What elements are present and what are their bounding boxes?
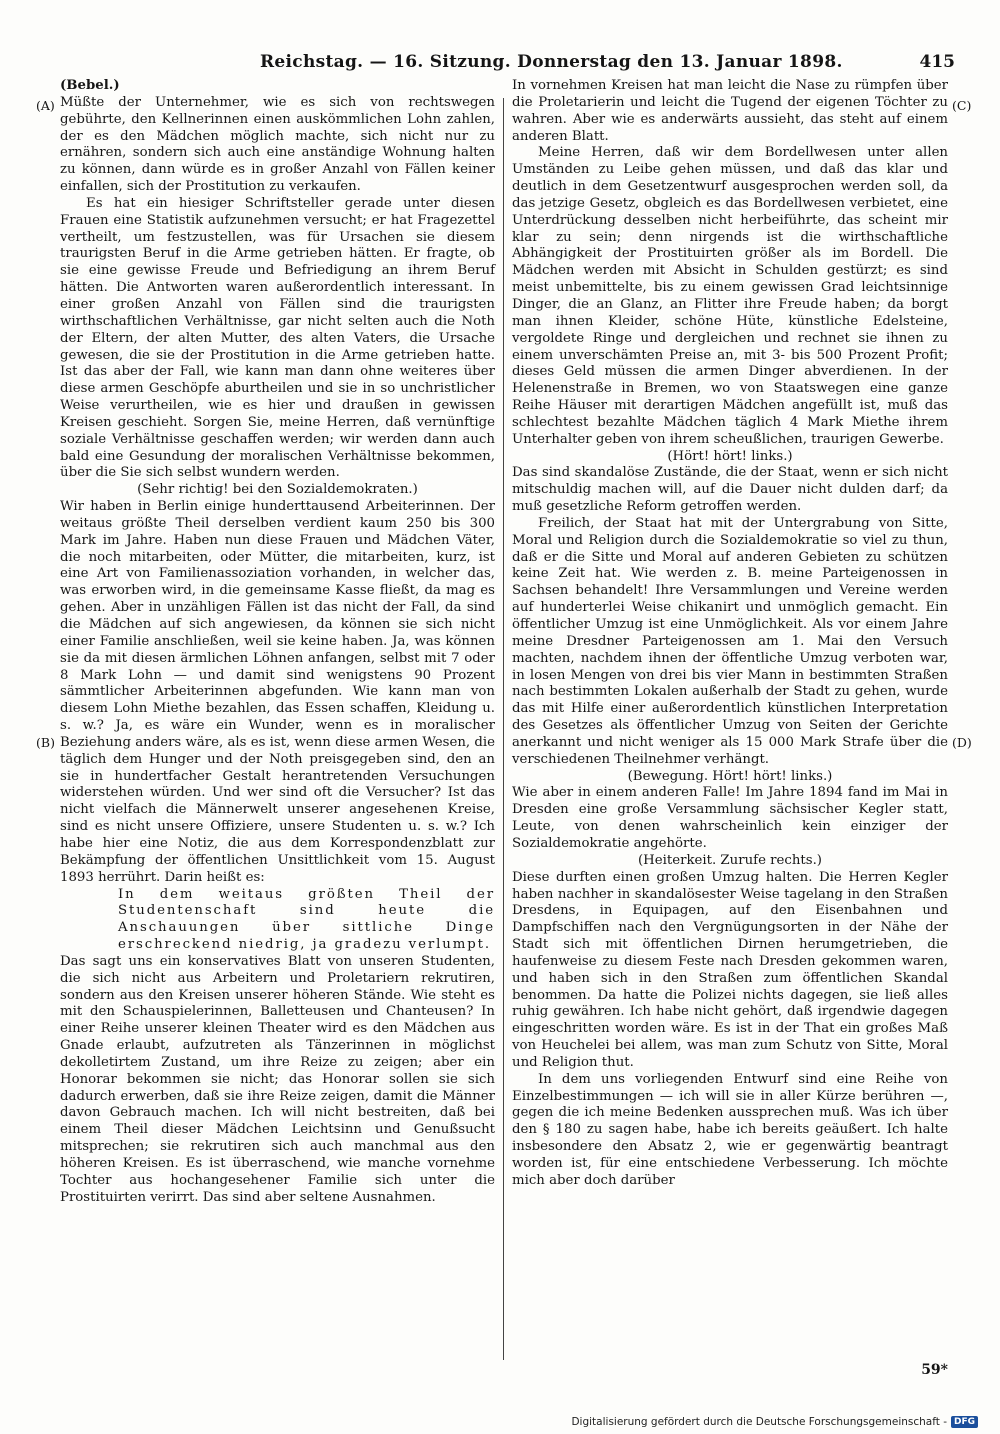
interjection: (Hört! hört! links.)	[667, 448, 793, 464]
paragraph: Müßte der Unternehmer, wie es sich von rechtswegen gebührte, den Kellnerinnen einen auskömmlichen Lohn zahlen, der es den Mädchen möglich machte, sich nicht nur zu ernähren, sondern sich auch eine anständige Wohnung halten zu können, dann würde es in großer Anzahl von Fällen keiner einfallen, sich der Prostitution zu verkaufen.	[60, 94, 495, 195]
right-column	[512, 78, 948, 1190]
page-number: 415	[919, 52, 955, 72]
footer-text: Digitalisierung gefördert durch die Deutsche Forschungsgemeinschaft -	[571, 1416, 947, 1428]
speaker-label: (Bebel.)	[60, 78, 120, 93]
page-header	[60, 52, 955, 78]
dfg-logo: DFG	[951, 1416, 978, 1428]
paragraph: In dem uns vorliegenden Entwurf sind eine Reihe von Einzelbestimmungen — ich will sie in aller Kürze berühren —, gegen die ich meine Bedenken aussprechen muß. Was ich über den § 180 zu sagen habe, habe ich bereits geäußert. Ich halte insbesondere den Absatz 2, wie er gegenwärtig beantragt worden ist, für eine entschiedene Verbesserung. Ich möchte mich aber doch darüber	[512, 1071, 948, 1188]
running-title: Reichstag. — 16. Sitzung. Donnerstag den 13. Januar 1898.	[260, 52, 843, 72]
paragraph: Das sagt uns ein konservatives Blatt von unseren Studenten, die sich nicht aus Arbeitern und Proletariern rekrutiren, sondern aus den Kreisen unserer höheren Stände. Wie steht es mit den Schauspielerinnen, Balletteusen und Chanteusen? In einer Reihe unserer kleinen Theater wird es den Mädchen aus Gnade erlaubt, aufzutreten als Tänzerinnen in möglichst dekolletirtem Zustand, um ihre Reize zu zeigen; aber ein Honorar bekommen sie nicht; das Honorar sollen sie sich dadurch erwerben, daß sie ihre Reize zeigen, damit die Männer davon Gebrauch machen. Ich will nicht bestreiten, daß bei einem Theil dieser Mädchen Leichtsinn und Genußsucht mitsprechen; sie rekrutiren sich auch manchmal aus den höheren Kreisen. Es ist überraschend, wie manche vornehme Tochter aus hochangesehener Familie sich unter die Prostituirten verirrt. Das sind aber seltene Ausnahmen.	[60, 953, 495, 1205]
margin-mark-c: (C)	[952, 98, 972, 113]
paragraph: Diese durften einen großen Umzug halten. Die Herren Kegler haben nachher in skandalösester Weise tagelang in den Straßen Dresdens, in Equipagen, auf den Eisenbahnen und Dampfschiffen nach den Vergnügungsorten in der Nähe der Stadt sich mit öffentlichen Dirnen herumgetrieben, die haufenweise zu diesem Feste nach Dresden gekommen waren, und haben sich in den Straßen zum öffentlichen Skandal benommen. Da hatte die Polizei nichts dagegen, sie ließ alles ruhig gewähren. Ich habe nicht gehört, daß irgendwie dagegen eingeschritten worden wäre. Es ist in der That ein großes Maß von Heuchelei bei allem, was man zum Schutz von Sitte, Moral und Religion thut.	[512, 869, 948, 1070]
signature-mark: 59*	[921, 1362, 948, 1378]
paragraph: Wie aber in einem anderen Falle! Im Jahre 1894 fand im Mai in Dresden eine große Versammlung sächsischer Kegler statt, Leute, von denen wahrscheinlich kein einziger der Sozialdemokratie angehörte.	[512, 785, 948, 851]
paragraph: Es hat ein hiesiger Schriftsteller gerade unter diesen Frauen eine Statistik aufzunehmen versucht; er hat Fragezettel vertheilt, um festzustellen, was für Ursachen sie diesem traurigsten Beruf in die Arme getrieben hätten. Er fragte, ob sie eine gewisse Freude und Befriedigung an ihrem Beruf hätten. Die Antworten waren außerordentlich interessant. In einer großen Anzahl von Fällen sind die traurigsten wirthschaftlichen Verhältnisse, gar nicht selten auch die Noth der Eltern, der alten Mutter, des alten Vaters, die Ursache gewesen, die sie der Prostitution in die Arme getrieben hatte. Ist das aber der Fall, wie kann man dann ohne weiteres über diese armen Geschöpfe aburtheilen und sie in so unchristlicher Weise verurtheilen, wie es hier und draußen in gewissen Kreisen geschieht. Sorgen Sie, meine Herren, daß vernünftige soziale Verhältnisse geschaffen werden; wir werden dann auch bald eine Gesundung der moralischen Verhältnisse bekommen, über die Sie sich selbst wundern werden.	[60, 195, 495, 481]
paragraph: Freilich, der Staat hat mit der Untergrabung von Sitte, Moral und Religion durch die Sozialdemokratie so viel zu thun, daß er die Sitte und Moral auf anderen Gebieten zu schützen keine Zeit hat. Wie werden z. B. meine Parteigenossen in Sachsen behandelt! Ihre Versammlungen und Vereine werden auf hunderterlei Weise chikanirt und unmöglich gemacht. Ein öffentlicher Umzug ist eine Unmöglichkeit. Als vor einem Jahre meine Dresdner Parteigenossen am 1. Mai den Versuch machten, nachdem ihnen der öffentliche Umzug verboten war, in losen Mengen von drei bis vier Mann in bestimmten Straßen nach bestimmten Lokalen außerhalb der Stadt zu gehen, wurde das mit Hilfe einer außerordentlich künstlichen Interpretation des Gesetzes als öffentlicher Umzug von Seiten der Gerichte anerkannt und nicht weniger als 15 000 Mark Strafe über die verschiedenen Theilnehmer verhängt.	[512, 515, 948, 767]
interjection: (Heiterkeit. Zurufe rechts.)	[637, 852, 822, 868]
paragraph: Meine Herren, daß wir dem Bordellwesen unter allen Umständen zu Leibe gehen müssen, und daß das klar und deutlich in dem Gesetzentwurf ausgesprochen werden soll, da das jetzige Gesetz, obgleich es das Bordellwesen verbietet, eine Unterdrückung desselben nicht herbeiführte, das scheint mir klar zu sein; denn nirgends ist die wirthschaftliche Abhängigkeit der Prostituirten größer als im Bordell. Die Mädchen werden mit Absicht in Schulden gestürzt; es sind meist unbemittelte, bis zu einem gewissen Grad leichtsinnige Dinger, die an Glanz, an Flitter ihre Freude haben; da borgt man ihnen Kleider, schöne Hüte, künstliche Edelsteine, vergoldete Ringe und dergleichen und rechnet sie ihnen zu einem unverschämten Preise an, mit 3- bis 500 Prozent Profit; dieses Geld müssen die armen Dinger abverdienen. In der Helenenstraße in Bremen, wo von Staatswegen eine ganze Reihe Häuser mit derartigen Mädchen angefüllt ist, muß das schlechtest bezahlte Mädchen täglich 4 Mark Miethe ihrem Unterhalter geben von ihrem scheußlichen, traurigen Gewerbe.	[512, 145, 948, 447]
left-column	[60, 78, 495, 1207]
margin-mark-a: (A)	[36, 98, 55, 113]
paragraph: Das sind skandalöse Zustände, die der Staat, wenn er sich nicht mitschuldig machen will, auf die Dauer nicht dulden darf; da muß gesetzliche Reform getroffen werden.	[512, 465, 948, 515]
footer	[571, 1416, 978, 1428]
interjection: (Bewegung. Hört! hört! links.)	[627, 768, 833, 784]
paragraph: In vornehmen Kreisen hat man leicht die Nase zu rümpfen über die Proletarierin und leicht die Tugend der eigenen Töchter zu wahren. Aber wie es anderwärts aussieht, das steht auf einem anderen Blatt.	[512, 78, 948, 144]
margin-mark-d: (D)	[952, 735, 972, 750]
column-divider	[503, 98, 504, 1360]
margin-mark-b: (B)	[36, 735, 55, 750]
interjection: (Sehr richtig! bei den Sozialdemokraten.)	[137, 482, 418, 498]
paragraph: Wir haben in Berlin einige hunderttausend Arbeiterinnen. Der weitaus größte Theil derselben verdient kaum 250 bis 300 Mark im Jahre. Haben nun diese Frauen und Mädchen Väter, die noch mitarbeiten, oder Mütter, die mitarbeiten, kurz, ist eine Art von Familienassoziation vorhanden, in welcher das, was erworben wird, in die gemeinsame Kasse fließt, da mag es gehen. Aber in unzähligen Fällen ist das nicht der Fall, da sind die Mädchen auf sich angewiesen, da können sie sich nicht einer Familie anschließen, weil sie keine haben. Ja, was können sie da mit diesen ärmlichen Löhnen anfangen, selbst mit 7 oder 8 Mark Lohn — und damit sind wenigstens 90 Prozent sämmtlicher Arbeiterinnen abgefunden. Wie kann man von diesem Lohn Miethe bezahlen, das Essen schaffen, Kleidung u. s. w.? Ja, es wäre ein Wunder, wenn es in moralischer Beziehung anders wäre, als es ist, wenn diese armen Wesen, die täglich dem Hunger und der Noth preisgegeben sind, den an sie in hundertfacher Gestalt herantretenden Versuchungen widerstehen würden. Und wer sind oft die Versucher? Ist das nicht vielfach die Männerwelt unserer angesehenen Kreise, sind es nicht unsere Offiziere, unsere Studenten u. s. w.? Ich habe hier eine Notiz, die aus dem Korrespondenzblatt zur Bekämpfung der öffentlichen Unsittlichkeit vom 15. August 1893 herrührt. Darin heißt es:	[60, 499, 495, 885]
block-quote: In dem weitaus größten Theil der Studentenschaft sind heute die Anschauungen über sittliche Dinge erschreckend niedrig, ja gradezu verlumpt.	[118, 886, 495, 953]
